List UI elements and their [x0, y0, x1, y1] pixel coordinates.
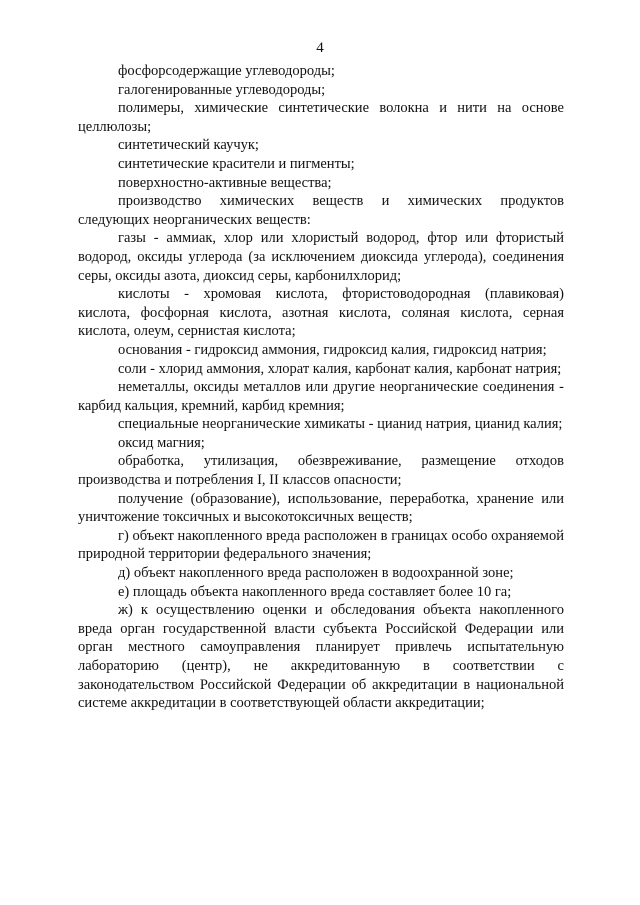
paragraph: фосфорсодержащие углеводороды;	[118, 63, 335, 79]
paragraph: синтетический каучук;	[118, 137, 259, 154]
paragraph: поверхностно-активные вещества;	[118, 174, 332, 191]
paragraph: д) объект накопленного вреда расположен в водоохранной зоне;	[118, 565, 514, 582]
page-number: 4	[316, 40, 324, 56]
paragraph: ж) к осуществлению оценки и обследования объекта накопленного вреда орган государственной власти субъекта Российской Федерации или орган местного самоуправления планирует привлечь испытательную лабораторию (центр), не аккредитованную в соответствии с законодательством Российской Федерации об аккредитации в национальной системе аккредитации в соответствующей области аккредитации;	[78, 602, 564, 712]
paragraph: газы - аммиак, хлор или хлористый водород, фтор или фтористый водород, оксиды углерода (за исключением диоксида углерода), соединения серы, оксиды азота, диоксид серы, карбонилхлорид;	[78, 230, 564, 284]
paragraph: галогенированные углеводороды;	[118, 81, 326, 98]
paragraph: основания - гидроксид аммония, гидроксид калия, гидроксид натрия;	[118, 341, 547, 358]
paragraph: синтетические красители и пигменты;	[118, 155, 355, 172]
paragraph: е) площадь объекта накопленного вреда составляет более 10 га;	[118, 583, 512, 600]
document-body	[78, 62, 564, 713]
paragraph: неметаллы, оксиды металлов или другие неорганические соединения - карбид кальция, кремний, карбид кремния;	[78, 379, 564, 414]
paragraph: производство химических веществ и химических продуктов следующих неорганических веществ:	[78, 193, 564, 228]
paragraph: специальные неорганические химикаты - цианид натрия, цианид калия;	[118, 416, 563, 433]
paragraph: полимеры, химические синтетические волокна и нити на основе целлюлозы;	[78, 100, 564, 135]
paragraph: получение (образование), использование, переработка, хранение или уничтожение токсичных и высокотоксичных веществ;	[78, 490, 564, 526]
paragraph: г) объект накопленного вреда расположен в границах особо охраняемой природной территории федерального значения;	[78, 527, 564, 563]
paragraph: кислоты - хромовая кислота, фтористоводородная (плавиковая) кислота, фосфорная кислота, азотная кислота, соляная кислота, серная кислота, олеум, сернистая кислота;	[78, 286, 564, 340]
paragraph: соли - хлорид аммония, хлорат калия, карбонат калия, карбонат натрия;	[118, 360, 562, 377]
paragraph: оксид магния;	[118, 434, 205, 451]
paragraph: обработка, утилизация, обезвреживание, размещение отходов производства и потребления I, II классов опасности;	[78, 453, 564, 489]
